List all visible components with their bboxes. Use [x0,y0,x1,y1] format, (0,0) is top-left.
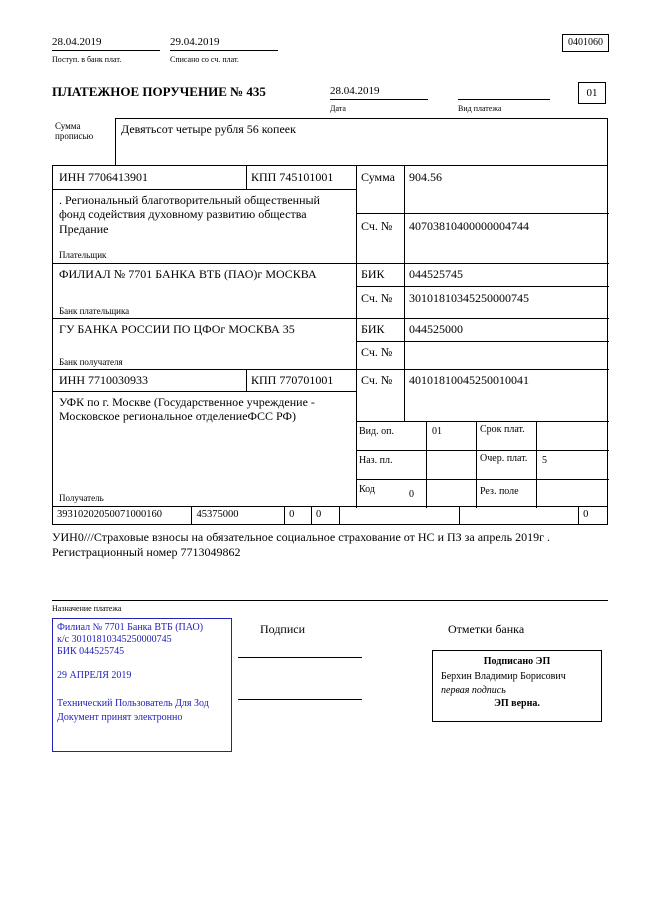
grid-line [356,286,609,287]
payer-bank-bik: 044525745 [409,267,463,281]
code-label: Код [359,484,375,495]
amount-words-label: Сумма прописью [55,121,94,142]
form-code-box: 0401060 [562,34,609,52]
status-code-box: 01 [578,82,606,104]
stamp-bank-name: Филиал № 7701 Банка ВТБ (ПАО) [57,622,204,633]
op-kind-value: 01 [432,426,442,437]
purpose-line-1: УИН0///Страховые взносы на обязательное социальное страхование от НС и ПЗ за апрель 2019г . [52,530,551,544]
bank-marks-label: Отметки банка [448,622,525,636]
document-date: 28.04.2019 [330,85,428,100]
payer-kpp: КПП 745101001 [251,170,334,184]
signature-line-2 [238,699,362,700]
grid-line [356,213,609,214]
payee-kpp: КПП 770701001 [251,373,334,387]
code-value: 0 [409,489,414,500]
debited-date-label: Списано со сч. плат. [170,55,239,64]
purpose-label: Назначение платежа [52,604,122,613]
grid-line [536,421,537,508]
payment-type-code: 0 [583,509,589,520]
payee-inn: ИНН 7710030933 [59,373,148,387]
grid-line [356,450,609,451]
debited-date: 29.04.2019 [170,36,278,51]
budget-codes-row [52,507,608,525]
bank-stamp [52,618,232,752]
date-label: Дата [330,104,346,113]
kbk-code: 39310202050071000160 [53,507,192,524]
payee-bank-bik-label: БИК [361,322,385,336]
payment-table [52,165,608,507]
oktmo-code: 45375000 [192,507,285,524]
grid-line [404,166,405,421]
signed-ep-title: Подписано ЭП [483,656,551,667]
payee-section-label: Получатель [59,493,104,503]
received-date: 28.04.2019 [52,36,160,51]
payee-bank-section-label: Банк получателя [59,357,123,367]
tax-period-code: 0 [312,507,340,524]
grid-line [426,421,427,508]
payer-bank-name: ФИЛИАЛ № 7701 БАНКА ВТБ (ПАО)г МОСКВА [59,267,317,281]
stamp-status: Документ принят электронно [57,712,183,723]
grid-line [53,189,356,190]
priority-value: 5 [542,455,547,466]
grid-line [356,341,609,342]
payee-name: УФК по г. Москве (Государственное учреждение - Московское региональное отделениеФСС РФ) [59,395,315,424]
due-date-label: Срок плат. [480,424,525,435]
electronic-signature-stamp [432,650,602,722]
payment-kind-label: Вид платежа [458,104,502,113]
grid-line [476,421,477,508]
doc-number-code [340,507,460,524]
payer-account-label: Сч. № [361,219,393,233]
payer-bank-account-label: Сч. № [361,291,393,305]
ep-valid-text: ЭП верна. [494,698,540,709]
amount-label: Сумма [361,170,395,184]
stamp-corr-account: к/с 30101810345250000745 [57,634,172,645]
grid-line [356,479,609,480]
payee-bank-bik: 044525000 [409,322,463,336]
stamp-bik: БИК 044525745 [57,646,125,657]
payee-account-label: Сч. № [361,373,393,387]
payee-bank-name: ГУ БАНКА РОССИИ ПО ЦФОг МОСКВА 35 [59,322,295,336]
payment-kind-line [458,99,550,100]
payer-account: 40703810400000004744 [409,219,529,233]
reserve-field-label: Рез. поле [480,486,519,497]
amount-value: 904.56 [409,170,442,184]
purpose-code-label: Наз. пл. [359,455,393,466]
grid-line [53,369,609,370]
grid-line [356,166,357,508]
payer-bank-bik-label: БИК [361,267,385,281]
stamp-operator: Технический Пользователь Для Зод [57,698,209,709]
signatures-label: Подписи [260,622,306,636]
grid-line [53,318,609,319]
document-title: ПЛАТЕЖНОЕ ПОРУЧЕНИЕ № 435 [52,84,266,99]
payer-bank-section-label: Банк плательщика [59,306,130,316]
payer-section-label: Плательщик [59,250,107,260]
purpose-line-2: Регистрационный номер 7713049862 [52,545,241,559]
doc-date-code [460,507,580,524]
grid-line [53,391,356,392]
grid-line [246,166,247,189]
payer-inn: ИНН 7706413901 [59,170,148,184]
basis-code: 0 [285,507,312,524]
payer-name: . Региональный благотворительный общественный фонд содействия духовному развитию общества Предание [59,193,320,236]
purpose-underline [52,600,608,601]
grid-line [356,421,609,422]
stamp-date: 29 АПРЕЛЯ 2019 [57,670,132,681]
priority-label: Очер. плат. [480,453,528,464]
signer-name: Берхин Владимир Борисович [441,671,566,682]
payer-bank-account: 30101810345250000745 [409,291,529,305]
amount-words-value: Девятьсот четыре рубля 56 копеек [115,118,608,165]
signature-kind: первая подпись [441,685,506,696]
payee-bank-account-label: Сч. № [361,345,393,359]
grid-line [53,263,609,264]
op-kind-label: Вид. оп. [359,426,394,437]
payee-account: 40101810045250010041 [409,373,529,387]
signature-line-1 [238,657,362,658]
received-date-label: Поступ. в банк плат. [52,55,122,64]
grid-line [246,369,247,391]
